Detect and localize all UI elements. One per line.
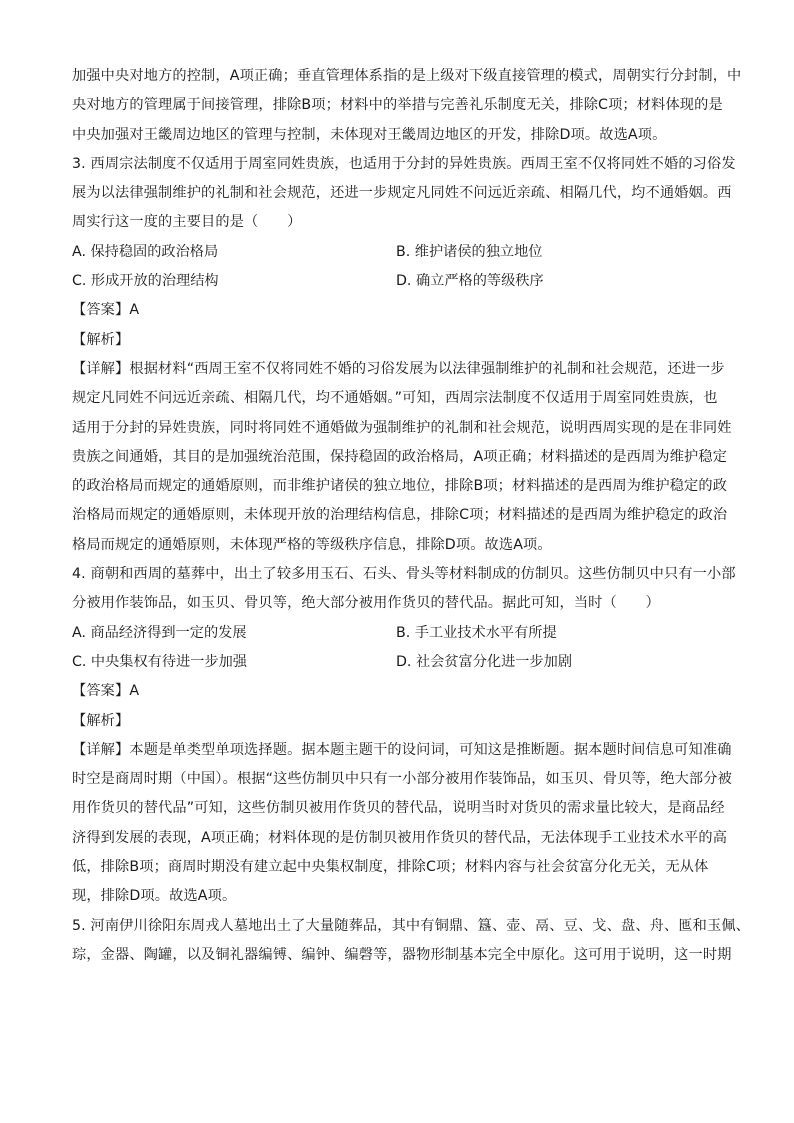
option-b: B. 维护诸侯的独立地位 <box>396 243 543 260</box>
option-c: C. 形成开放的治理结构 <box>72 273 219 290</box>
detail-line: 贵族之间通婚，其目的是加强统治范围，保持稳固的政治格局，A项正确；材料描述的是西周为维护稳定 <box>72 448 728 465</box>
detail-line: 格局而规定的通婚原则，未体现严格的等级秩序信息，排除D项。故选A项。 <box>72 536 552 553</box>
question-3 <box>72 150 736 560</box>
text-line: 央对地方的管理属于间接管理，排除B项；材料中的举措与完善礼乐制度无关，排除C项；材料体现的是 <box>72 97 723 114</box>
option-d: D. 确立严格的等级秩序 <box>396 273 544 290</box>
detail-line: 现，排除D项。故选A项。 <box>72 888 237 905</box>
detail-line: 治格局而规定的通婚原则，未体现开放的治理结构信息，排除C项；材料描述的是西周为维护稳定的政治 <box>72 507 728 524</box>
question-stem-line: 3. 西周宗法制度不仅适用于周室同姓贵族，也适用于分封的异姓贵族。西周王室不仅将同姓不婚的习俗发 <box>72 155 736 172</box>
answer-label: 【答案】A <box>72 302 140 319</box>
detail-line: 济得到发展的表现，A项正确；材料体现的是仿制贝被用作货贝的替代品，无法体现手工业技术水平的高 <box>72 829 728 846</box>
text-line: 加强中央对地方的控制，A项正确；垂直管理体系指的是上级对下级直接管理的模式，周朝实行分封制，中 <box>72 68 742 84</box>
detail-line: 规定凡同姓不问远近亲疏、相隔几代，均不通婚姻。”可知，西周宗法制度不仅适用于周室同姓贵族，也 <box>72 390 718 407</box>
analysis-label: 【解析】 <box>72 331 130 348</box>
option-a: A. 保持稳固的政治格局 <box>72 243 219 260</box>
options-row <box>72 267 724 296</box>
detail-line: 用作货贝的替代品”可知，这些仿制贝被用作货贝的替代品，说明当时对货贝的需求量比较大，是商品经 <box>72 800 725 817</box>
detail-line: 低，排除B项；商周时期没有建立起中央集权制度，排除C项；材料内容与社会贫富分化无关，无从体 <box>72 859 709 876</box>
option-d: D. 社会贫富分化进一步加剧 <box>396 653 573 670</box>
option-b: B. 手工业技术水平有所提 <box>396 624 557 641</box>
intro-paragraph <box>72 62 742 150</box>
option-a: A. 商品经济得到一定的发展 <box>72 624 247 641</box>
question-stem-line: 5. 河南伊川徐阳东周戎人墓地出土了大量随葬品，其中有铜鼎、簋、壶、鬲、豆、戈、盘、舟、匜和玉佩、 <box>72 917 751 934</box>
detail-line: 【详解】根据材料“西周王室不仅将同姓不婚的习俗发展为以法律强制维护的礼制和社会规范，还进一步 <box>72 360 725 377</box>
options-row <box>72 238 724 267</box>
detail-line: 【详解】本题是单类型单项选择题。据本题主题干的设问词，可知这是推断题。据本题时间信息可知准确 <box>72 741 732 758</box>
analysis-label: 【解析】 <box>72 712 130 729</box>
document-page <box>72 62 751 970</box>
question-stem-line: 分被用作装饰品，如玉贝、骨贝等，绝大部分被用作货贝的替代品。据此可知，当时（ ） <box>72 595 660 612</box>
question-5 <box>72 912 751 971</box>
detail-line: 时空是商周时期（中国）。根据“这些仿制贝中只有一小部分被用作装饰品，如玉贝、骨贝等，绝大部分被 <box>72 771 732 788</box>
question-4 <box>72 560 736 912</box>
question-stem-line: 4. 商朝和西周的墓葬中，出土了较多用玉石、石头、骨头等材料制成的仿制贝。这些仿制贝中只有一小部 <box>72 566 736 583</box>
answer-label: 【答案】A <box>72 683 140 700</box>
options-row <box>72 619 724 648</box>
question-stem-line: 展为以法律强制维护的礼制和社会规范，还进一步规定凡同姓不问远近亲疏、相隔几代，均不通婚姻。西 <box>72 185 732 202</box>
option-c: C. 中央集权有待进一步加强 <box>72 653 247 670</box>
text-line: 中央加强对王畿周边地区的管理与控制，未体现对王畿周边地区的开发，排除D项。故选A项。 <box>72 126 667 143</box>
question-stem-line: 琮，金器、陶罐，以及铜礼器编镈、编钟、编磬等，器物形制基本完全中原化。这可用于说明，这一时期 <box>72 946 732 963</box>
detail-line: 适用于分封的异姓贵族，同时将同姓不通婚做为强制维护的礼制和社会规范，说明西周实现的是在非同姓 <box>72 419 732 436</box>
options-row <box>72 648 724 677</box>
question-stem-line: 周实行这一度的主要目的是（ ） <box>72 214 302 231</box>
detail-line: 的政治格局而规定的通婚原则，而非维护诸侯的独立地位，排除B项；材料描述的是西周为维护稳定的政 <box>72 478 728 495</box>
